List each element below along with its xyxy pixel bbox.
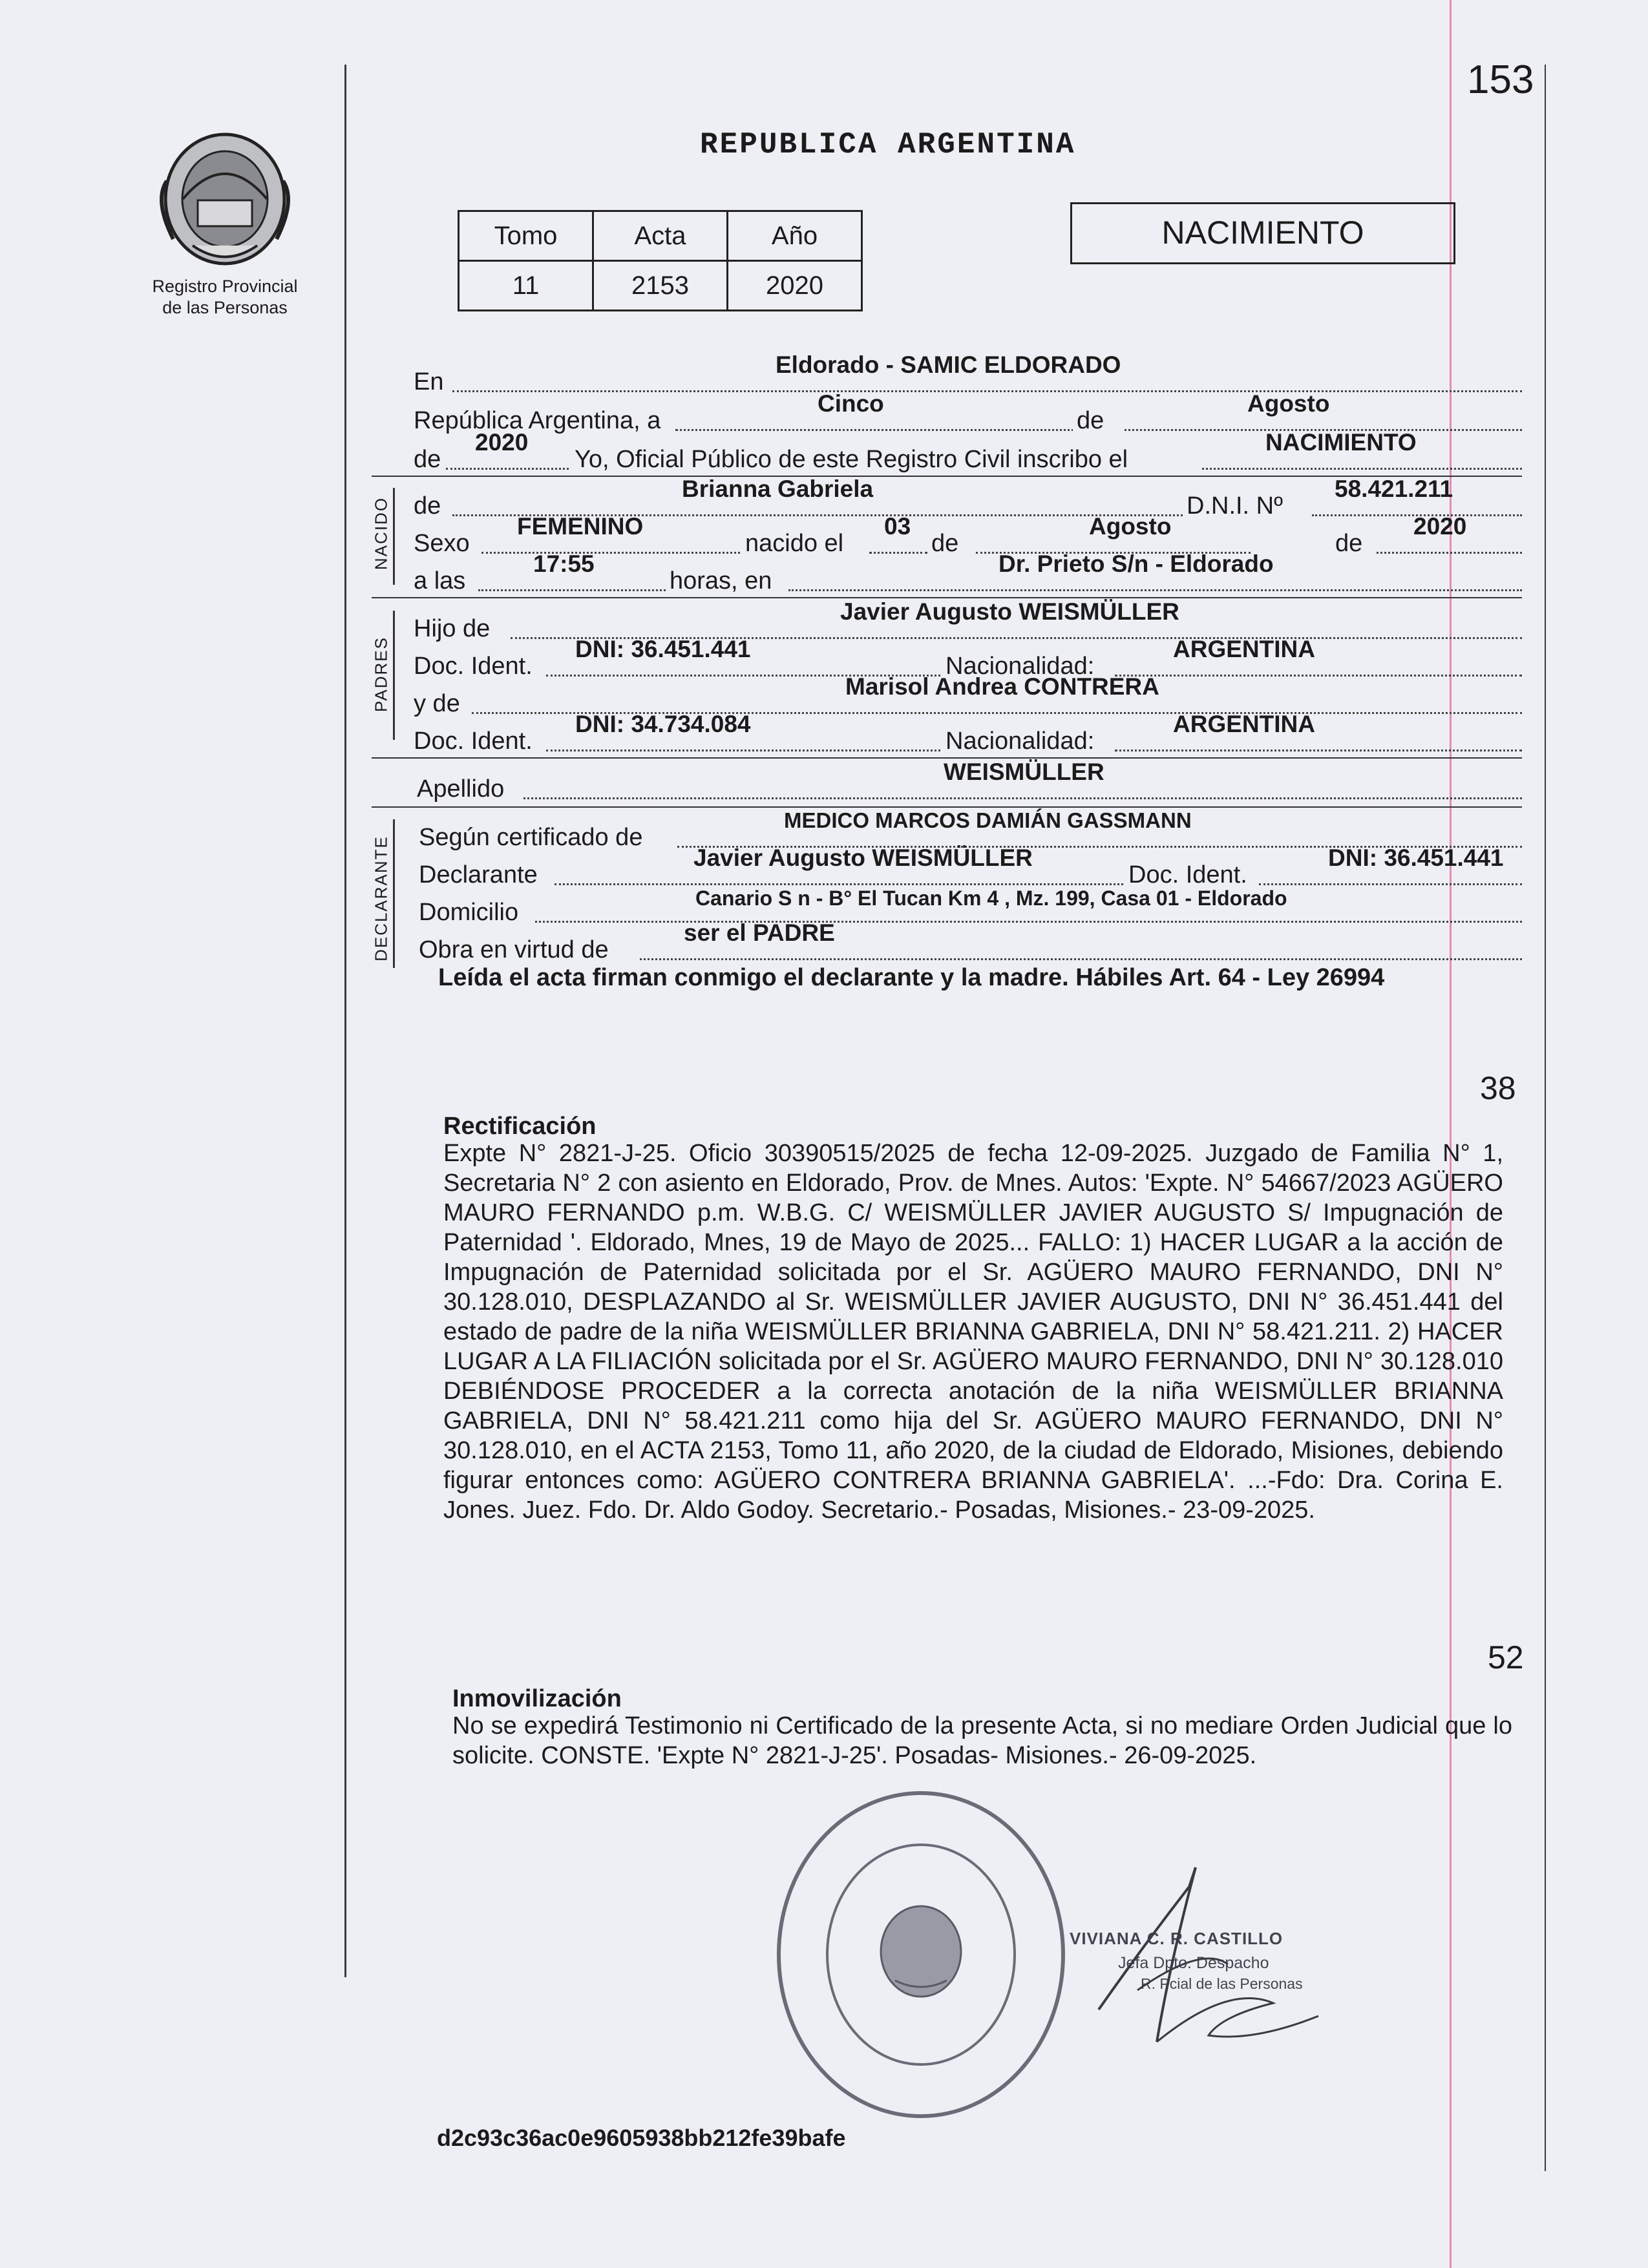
emblem-caption-line1: Registro Provincial [152, 277, 298, 296]
value-birth-year: 2020 [1413, 513, 1467, 540]
section-label-padres: PADRES [371, 636, 391, 712]
value-apellido: WEISMÜLLER [944, 759, 1104, 785]
value-tomo: 11 [459, 261, 593, 311]
label-declarante-doc-ident: Doc. Ident. [1123, 860, 1250, 890]
value-year: 2020 [475, 429, 529, 456]
value-birth-place: Dr. Prieto S/n - Eldorado [998, 551, 1274, 577]
signatory-name: VIVIANA C. R. CASTILLO [1070, 1929, 1284, 1948]
value-acta: 2153 [593, 261, 728, 311]
label-apellido: Apellido [417, 774, 507, 804]
rectificacion-body: Expte N° 2821-J-25. Oficio 30390515/2025 de fecha 12-09-2025. Juzgado de Familia N° 1, Secretaria N° 2 con asiento en Eldorado, Prov. de Mnes. Autos: 'Expte. N° 54667/2023 AGÜERO MAURO FERNANDO p.m. W.B.G. C/ WEISMÜLLER JAVIER AUGUSTO S/ Impugnación de Paternidad '. Eldorado, Mnes, 19 de Mayo de 2025... FALLO: 1) HACER LUGAR a la acción de Impugnación de Paternidad solicitada por el Sr. AGÜERO MAURO FERNANDO, DNI N° 30.128.010, DESPLAZANDO al Sr. WEISMÜLLER JAVIER AUGUSTO, DNI N° 36.451.441 del estado de padre de la niña WEISMÜLLER BRIANNA GABRIELA, DNI N° 58.421.211. 2) HACER LUGAR A LA FILIACIÓN solicitada por el Sr. AGÜERO MAURO FERNANDO, DNI N° 30.128.010 DEBIÉNDOSE PROCEDER a la correcta anotación de la niña WEISMÜLLER BRIANNA GABRIELA, DNI N° 58.421.211 como hija del Sr. AGÜERO MAURO FERNANDO, DNI N° 30.128.010, en el ACTA 2153, Tomo 11, año 2020, de la ciudad de Eldorado, Misiones, debiendo figurar entonces como: AGÜERO CONTRERA BRIANNA GABRIELA'. ...-Fdo: Dra. Corina E. Jones. Juez. Fdo. Dr. Aldo Godoy. Secretario.- Posadas, Misiones.- 23-09-2025. [443, 1140, 1503, 1524]
row-en [414, 352, 1522, 397]
section-label-nacido: NACIDO [371, 496, 391, 571]
label-hijo-de: Hijo de [414, 614, 492, 644]
emblem-caption [131, 276, 319, 319]
stamp-seal-icon [772, 1787, 1070, 2123]
row-mother-doc [414, 711, 1522, 756]
row-year-event [414, 429, 1522, 474]
label-obra: Obra en virtud de [419, 935, 611, 965]
signatory-office: R. Pcial de las Personas [1141, 1975, 1303, 1992]
left-margin-line [344, 65, 346, 1977]
value-month: Agosto [1247, 390, 1330, 417]
label-dni: D.N.I. Nº [1183, 491, 1285, 521]
right-margin-line [1545, 65, 1546, 2171]
label-de-birth-month: de [927, 529, 961, 558]
volume-table [458, 210, 863, 311]
label-a-las: a las [414, 566, 468, 596]
label-horas-en: horas, en [666, 566, 774, 596]
label-doc-ident: Doc. Ident. [414, 651, 535, 681]
volume-table-value-row [459, 261, 862, 311]
value-child-name: Brianna Gabriela [682, 476, 874, 502]
row-domicilio [419, 887, 1522, 927]
label-de-month: de [1073, 406, 1106, 436]
volume-table-header-row [459, 211, 862, 261]
value-place: Eldorado - SAMIC ELDORADO [776, 352, 1121, 378]
page-number: 153 [1467, 58, 1534, 102]
value-child-dni: 58.421.211 [1335, 476, 1453, 502]
value-anio: 2020 [728, 261, 862, 311]
inmovilizacion-body: No se expedirá Testimonio ni Certificado de la presente Acta, si no mediare Orden Judicial que lo solicite. CONSTE. 'Expte N° 2821-J-25'. Posadas- Misiones.- 26-09-2025. [452, 1712, 1512, 1769]
record-type: NACIMIENTO [1161, 215, 1364, 251]
provincial-emblem [147, 123, 302, 271]
value-domicilio: Canario S n - B° El Tucan Km 4 , Mz. 199, Casa 01 - Eldorado [695, 887, 1287, 910]
inmovilizacion-title: Inmovilización [452, 1685, 622, 1712]
row-obra [419, 919, 1522, 965]
label-nacido-el: nacido el [740, 529, 846, 558]
value-obra: ser el PADRE [684, 919, 835, 946]
label-de-name: de [414, 491, 443, 521]
value-birth-month: Agosto [1089, 513, 1172, 540]
label-de-birth-year: de [1331, 529, 1365, 558]
label-certificado: Según certificado de [419, 823, 645, 852]
label-y-de: y de [414, 689, 463, 719]
value-father-doc: DNI: 36.451.441 [575, 636, 751, 662]
label-nacionalidad: Nacionalidad: [940, 651, 1097, 681]
signatory-title: Jefa Dpto. Despacho [1118, 1954, 1269, 1972]
section-label-declarante: DECLARANTE [371, 835, 391, 961]
label-sexo: Sexo [414, 529, 472, 558]
emblem-caption-line2: de las Personas [162, 298, 288, 317]
row-apellido [417, 759, 1522, 804]
value-day: Cinco [818, 390, 884, 417]
label-en: En [414, 367, 446, 397]
label-yo: Yo, Oficial Público de este Registro Civil inscribo el [572, 445, 1130, 474]
value-father-name: Javier Augusto WEISMÜLLER [840, 598, 1179, 625]
rectificacion-title: Rectificación [443, 1113, 597, 1140]
value-birth-time: 17:55 [533, 551, 595, 577]
stamp-inner-text [869, 2071, 973, 2072]
emblem-shield-icon [147, 123, 302, 271]
header-anio: Año [728, 211, 862, 261]
value-birth-day: 03 [884, 513, 911, 540]
note-number-52: 52 [1488, 1639, 1524, 1675]
row-hora [414, 551, 1522, 596]
value-declarante-doc: DNI: 36.451.441 [1328, 845, 1504, 871]
value-event: NACIMIENTO [1265, 429, 1417, 456]
value-declarante-name: Javier Augusto WEISMÜLLER [693, 845, 1033, 871]
value-sexo: FEMENINO [517, 513, 644, 540]
record-type-box [1070, 202, 1455, 264]
value-mother-nationality: ARGENTINA [1173, 711, 1315, 737]
header-tomo: Tomo [459, 211, 593, 261]
official-stamp [772, 1787, 1070, 2123]
label-domicilio: Domicilio [419, 898, 521, 927]
value-father-nationality: ARGENTINA [1173, 636, 1315, 662]
label-declarante: Declarante [419, 860, 540, 890]
closing-note: Leída el acta firman conmigo el declarante y la madre. Hábiles Art. 64 - Ley 26994 [438, 964, 1385, 991]
label-de-year: de [414, 445, 443, 474]
label-republica: República Argentina, a [414, 406, 663, 436]
pink-rule-line [1450, 0, 1452, 2268]
value-certificado: MEDICO MARCOS DAMIÁN GASSMANN [784, 808, 1192, 832]
value-mother-name: Marisol Andrea CONTRERA [845, 673, 1159, 700]
handwritten-signature [1060, 1848, 1331, 2068]
header-acta: Acta [593, 211, 728, 261]
label-nacionalidad-2: Nacionalidad: [940, 726, 1097, 756]
signature-scribble-icon [1060, 1848, 1331, 2068]
value-mother-doc: DNI: 34.734.084 [575, 711, 751, 737]
verification-hash: d2c93c36ac0e9605938bb212fe39bafe [437, 2125, 846, 2151]
document-heading: REPUBLICA ARGENTINA [700, 128, 1076, 162]
label-doc-ident-2: Doc. Ident. [414, 726, 535, 756]
note-number-38: 38 [1480, 1070, 1516, 1106]
